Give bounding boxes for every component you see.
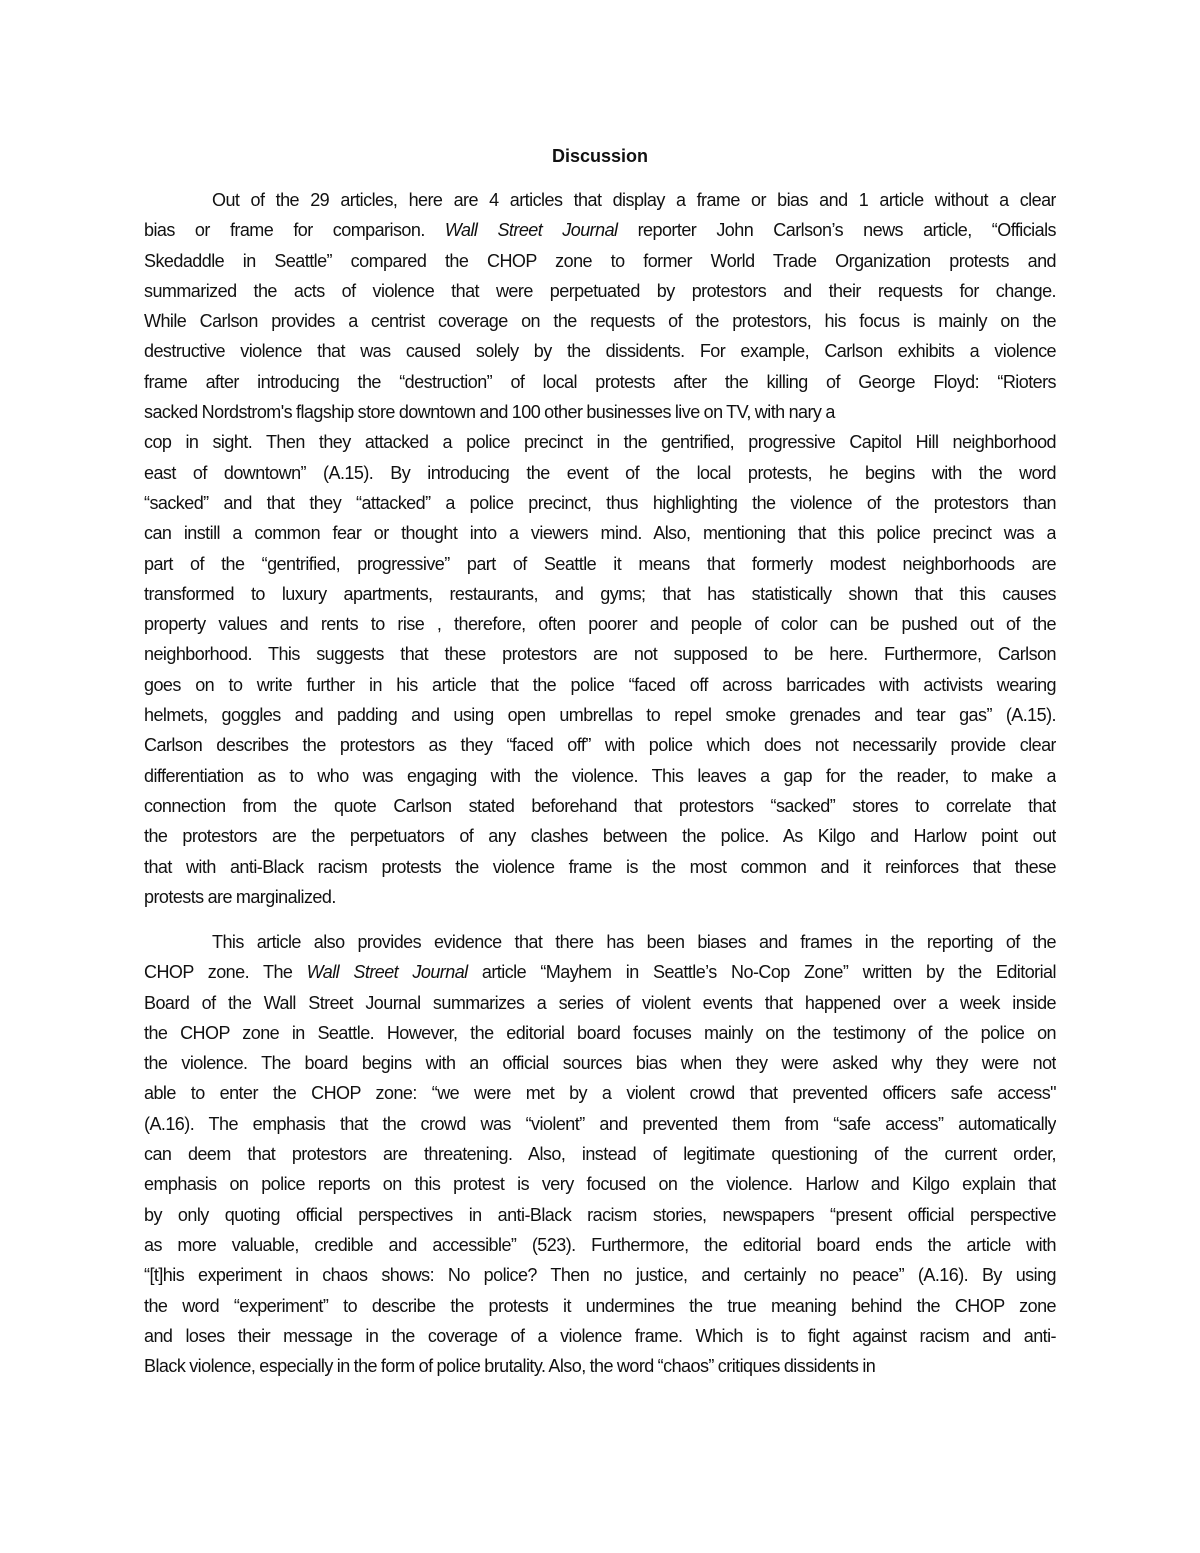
text-line: Board of the Wall Street Journal summarizes a series of violent events that happened over a week inside: [144, 992, 1056, 1013]
text-line: Out of the 29 articles, here are 4 articles that display a frame or bias and 1 article without a clear: [212, 190, 1056, 210]
text-line: connection from the quote Carlson stated beforehand that protestors “sacked” stores to correlate that: [144, 795, 1056, 816]
text-line: the word “experiment” to describe the protests it undermines the true meaning behind the CHOP zone: [144, 1295, 1056, 1316]
text-line: (A.16). The emphasis that the crowd was “violent” and prevented them from “safe access” automatically: [144, 1113, 1056, 1134]
text-line: as more valuable, credible and accessible” (523). Furthermore, the editorial board ends the article with: [144, 1234, 1056, 1255]
text-line: can instill a common fear or thought into a viewers mind. Also, mentioning that this police precinct was a: [144, 523, 1056, 544]
text-line: “sacked” and that they “attacked” a police precinct, thus highlighting the violence of the protestors than: [144, 492, 1056, 513]
text-line: sacked Nordstrom's flagship store downtown and 100 other businesses live on TV, with nary a: [144, 402, 835, 423]
text-line: CHOP zone. The Wall Street Journal article “Mayhem in Seattle’s No-Cop Zone” written by the Editorial: [144, 962, 1056, 983]
text-line: the violence. The board begins with an official sources bias when they were asked why they were not: [144, 1053, 1056, 1074]
text-line: helmets, goggles and padding and using open umbrellas to repel smoke grenades and tear gas” (A.15).: [144, 705, 1056, 726]
section-heading: Discussion: [551, 146, 649, 166]
text-line: cop in sight. Then they attacked a police precinct in the gentrified, progressive Capitol Hill neighborhood: [144, 432, 1056, 453]
text-line: property values and rents to rise , therefore, often poorer and people of color can be pushed out of the: [144, 614, 1056, 635]
text-line: east of downtown” (A.15). By introducing the event of the local protests, he begins with the word: [144, 462, 1056, 483]
text-line: differentiation as to who was engaging with the violence. This leaves a gap for the reader, to make a: [144, 765, 1056, 786]
text-line: summarized the acts of violence that were perpetuated by protestors and their requests for change.: [144, 280, 1056, 301]
text-line: able to enter the CHOP zone: “we were met by a violent crowd that prevented officers safe access": [144, 1083, 1056, 1104]
text-line: neighborhood. This suggests that these protestors are not supposed to be here. Furthermore, Carlson: [144, 644, 1056, 665]
text-line: transformed to luxury apartments, restaurants, and gyms; that has statistically shown that this causes: [144, 583, 1056, 604]
text-line: bias or frame for comparison. Wall Street Journal reporter John Carlson’s news article, “Officials: [144, 220, 1056, 241]
text-line: the protestors are the perpetuators of any clashes between the police. As Kilgo and Harlow point out: [144, 826, 1056, 847]
text-line: goes on to write further in his article that the police “faced off across barricades with activists wearing: [144, 674, 1056, 695]
text-line: Carlson describes the protestors as they “faced off” with police which does not necessarily provide clear: [144, 735, 1056, 756]
text-line: can deem that protestors are threatening. Also, instead of legitimate questioning of the current order,: [144, 1144, 1056, 1165]
text-line: protests are marginalized.: [144, 886, 336, 907]
text-line: by only quoting official perspectives in anti-Black racism stories, newspapers “present official perspective: [144, 1204, 1056, 1225]
italic-title: Wall Street Journal: [444, 220, 618, 241]
text-line: Black violence, especially in the form of police brutality. Also, the word “chaos” critiques dissidents in: [144, 1356, 876, 1377]
paragraph-2: [144, 927, 1056, 1381]
text-line: This article also provides evidence that there has been biases and frames in the reporting of the: [212, 932, 1056, 952]
text-line: that with anti-Black racism protests the violence frame is the most common and it reinforces that these: [144, 856, 1056, 877]
text-line: part of the “gentrified, progressive” part of Seattle it means that formerly modest neighborhoods are: [144, 553, 1056, 574]
text-line: and loses their message in the coverage of a violence frame. Which is to fight against racism and anti-: [144, 1325, 1056, 1346]
text-line: “[t]his experiment in chaos shows: No police? Then no justice, and certainly no peace” (A.16). By using: [144, 1265, 1056, 1286]
text-line: Skedaddle in Seattle” compared the CHOP zone to former World Trade Organization protests and: [144, 250, 1056, 271]
text-line: emphasis on police reports on this protest is very focused on the violence. Harlow and Kilgo explain that: [144, 1174, 1056, 1195]
text-line: destructive violence that was caused solely by the dissidents. For example, Carlson exhibits a violence: [144, 341, 1056, 362]
text-line: the CHOP zone in Seattle. However, the editorial board focuses mainly on the testimony of the police on: [144, 1022, 1056, 1043]
text-line: While Carlson provides a centrist coverage on the requests of the protestors, his focus is mainly on the: [144, 311, 1056, 332]
paragraph-1: [144, 185, 1056, 912]
text-line: frame after introducing the “destruction” of local protests after the killing of George Floyd: “Rioters: [144, 371, 1056, 392]
italic-title: Wall Street Journal: [306, 962, 468, 983]
